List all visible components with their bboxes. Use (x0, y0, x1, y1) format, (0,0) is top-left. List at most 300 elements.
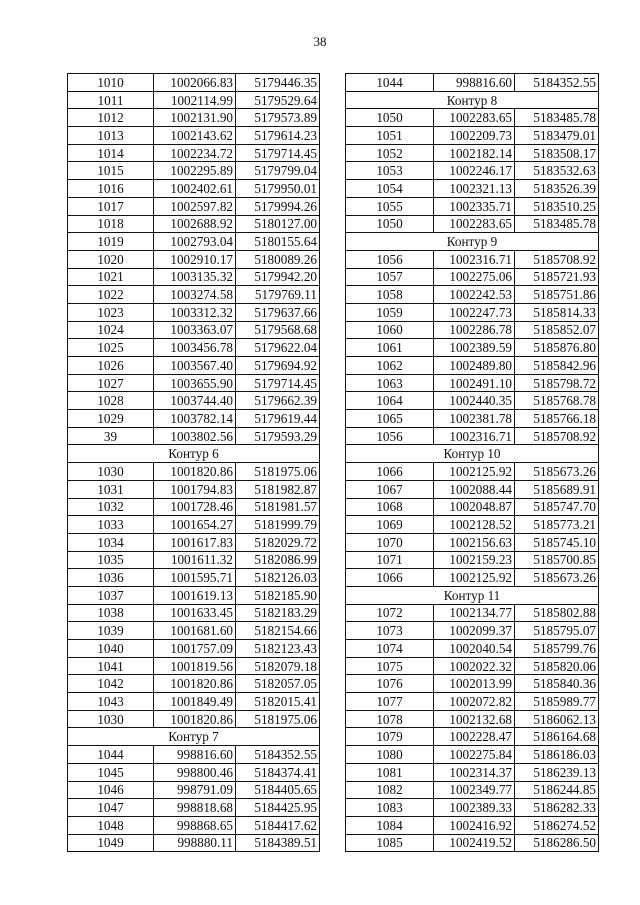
y-coordinate-cell: 5185673.26 (515, 569, 599, 587)
point-number-cell: 1060 (346, 321, 434, 339)
point-number-cell: 1074 (346, 640, 434, 658)
point-number-cell: 1023 (68, 303, 154, 321)
table-row (346, 109, 599, 127)
point-number-cell: 1017 (68, 197, 154, 215)
point-number-cell: 1079 (346, 728, 434, 746)
table-row (346, 816, 599, 834)
table-row (68, 533, 320, 551)
point-number-cell: 1076 (346, 675, 434, 693)
y-coordinate-cell: 5181982.87 (236, 480, 320, 498)
point-number-cell: 1054 (346, 180, 434, 198)
y-coordinate-cell: 5181999.79 (236, 516, 320, 534)
point-number-cell: 1068 (346, 498, 434, 516)
x-coordinate-cell: 1002389.33 (434, 799, 515, 817)
point-number-cell: 1081 (346, 763, 434, 781)
coordinates-table-left (67, 73, 320, 852)
table-row (346, 303, 599, 321)
contour-heading: Контур 6 (68, 445, 320, 463)
y-coordinate-cell: 5181975.06 (236, 710, 320, 728)
x-coordinate-cell: 1001757.09 (154, 640, 236, 658)
x-coordinate-cell: 1002125.92 (434, 463, 515, 481)
x-coordinate-cell: 1003744.40 (154, 392, 236, 410)
y-coordinate-cell: 5185840.36 (515, 675, 599, 693)
point-number-cell: 39 (68, 427, 154, 445)
point-number-cell: 1035 (68, 551, 154, 569)
table-row (346, 569, 599, 587)
point-number-cell: 1049 (68, 834, 154, 852)
y-coordinate-cell: 5185989.77 (515, 693, 599, 711)
y-coordinate-cell: 5185751.86 (515, 286, 599, 304)
y-coordinate-cell: 5186062.13 (515, 710, 599, 728)
table-row (346, 215, 599, 233)
point-number-cell: 1026 (68, 357, 154, 375)
point-number-cell: 1082 (346, 781, 434, 799)
y-coordinate-cell: 5184405.65 (236, 781, 320, 799)
x-coordinate-cell: 1001681.60 (154, 622, 236, 640)
x-coordinate-cell: 998816.60 (154, 746, 236, 764)
table-row (68, 834, 320, 852)
table-row (346, 427, 599, 445)
x-coordinate-cell: 1002491.10 (434, 374, 515, 392)
table-row (68, 233, 320, 251)
point-number-cell: 1032 (68, 498, 154, 516)
x-coordinate-cell: 1001728.46 (154, 498, 236, 516)
x-coordinate-cell: 1003363.07 (154, 321, 236, 339)
x-coordinate-cell: 1002440.35 (434, 392, 515, 410)
y-coordinate-cell: 5179950.01 (236, 180, 320, 198)
y-coordinate-cell: 5186274.52 (515, 816, 599, 834)
y-coordinate-cell: 5179662.39 (236, 392, 320, 410)
y-coordinate-cell: 5179622.04 (236, 339, 320, 357)
table-row (346, 321, 599, 339)
point-number-cell: 1085 (346, 834, 434, 852)
y-coordinate-cell: 5179694.92 (236, 357, 320, 375)
y-coordinate-cell: 5185852.07 (515, 321, 599, 339)
point-number-cell: 1027 (68, 374, 154, 392)
x-coordinate-cell: 1002132.68 (434, 710, 515, 728)
x-coordinate-cell: 1001654.27 (154, 516, 236, 534)
y-coordinate-cell: 5182126.03 (236, 569, 320, 587)
x-coordinate-cell: 1002316.71 (434, 427, 515, 445)
y-coordinate-cell: 5179593.29 (236, 427, 320, 445)
y-coordinate-cell: 5182086.99 (236, 551, 320, 569)
y-coordinate-cell: 5185842.96 (515, 357, 599, 375)
point-number-cell: 1015 (68, 162, 154, 180)
y-coordinate-cell: 5185798.72 (515, 374, 599, 392)
table-row (68, 657, 320, 675)
contour-heading: Контур 9 (346, 233, 599, 251)
x-coordinate-cell: 1003655.90 (154, 374, 236, 392)
y-coordinate-cell: 5185820.06 (515, 657, 599, 675)
y-coordinate-cell: 5184352.55 (515, 74, 599, 92)
table-row (346, 463, 599, 481)
point-number-cell: 1059 (346, 303, 434, 321)
point-number-cell: 1012 (68, 109, 154, 127)
point-number-cell: 1066 (346, 569, 434, 587)
x-coordinate-cell: 1002040.54 (434, 640, 515, 658)
y-coordinate-cell: 5182029.72 (236, 533, 320, 551)
y-coordinate-cell: 5182185.90 (236, 586, 320, 604)
x-coordinate-cell: 1002128.52 (434, 516, 515, 534)
point-number-cell: 1020 (68, 250, 154, 268)
y-coordinate-cell: 5185768.78 (515, 392, 599, 410)
contour-heading: Контур 11 (346, 586, 599, 604)
y-coordinate-cell: 5180155.64 (236, 233, 320, 251)
table-row (346, 533, 599, 551)
point-number-cell: 1072 (346, 604, 434, 622)
point-number-cell: 1070 (346, 533, 434, 551)
y-coordinate-cell: 5182183.29 (236, 604, 320, 622)
table-row (346, 675, 599, 693)
table-row (346, 144, 599, 162)
point-number-cell: 1025 (68, 339, 154, 357)
x-coordinate-cell: 1002910.17 (154, 250, 236, 268)
y-coordinate-cell: 5184417.62 (236, 816, 320, 834)
table-row (68, 622, 320, 640)
table-row (68, 763, 320, 781)
x-coordinate-cell: 1002283.65 (434, 109, 515, 127)
coordinates-table-left-body (68, 74, 320, 852)
point-number-cell: 1043 (68, 693, 154, 711)
point-number-cell: 1048 (68, 816, 154, 834)
point-number-cell: 1056 (346, 427, 434, 445)
point-number-cell: 1036 (68, 569, 154, 587)
table-row (68, 799, 320, 817)
y-coordinate-cell: 5185745.10 (515, 533, 599, 551)
table-row (68, 693, 320, 711)
table-row (346, 516, 599, 534)
x-coordinate-cell: 1002793.04 (154, 233, 236, 251)
table-row (346, 127, 599, 145)
table-row (346, 498, 599, 516)
x-coordinate-cell: 1003135.32 (154, 268, 236, 286)
x-coordinate-cell: 998791.09 (154, 781, 236, 799)
table-row (346, 197, 599, 215)
x-coordinate-cell: 1001794.83 (154, 480, 236, 498)
x-coordinate-cell: 1002381.78 (434, 410, 515, 428)
x-coordinate-cell: 1002597.82 (154, 197, 236, 215)
x-coordinate-cell: 1002134.77 (434, 604, 515, 622)
x-coordinate-cell: 1001633.45 (154, 604, 236, 622)
y-coordinate-cell: 5183508.17 (515, 144, 599, 162)
point-number-cell: 1011 (68, 91, 154, 109)
point-number-cell: 1022 (68, 286, 154, 304)
contour-heading: Контур 10 (346, 445, 599, 463)
point-number-cell: 1050 (346, 109, 434, 127)
x-coordinate-cell: 1003312.32 (154, 303, 236, 321)
table-row (346, 693, 599, 711)
point-number-cell: 1041 (68, 657, 154, 675)
point-number-cell: 1066 (346, 463, 434, 481)
x-coordinate-cell: 1002209.73 (434, 127, 515, 145)
x-coordinate-cell: 1002688.92 (154, 215, 236, 233)
y-coordinate-cell: 5182123.43 (236, 640, 320, 658)
y-coordinate-cell: 5183532.63 (515, 162, 599, 180)
point-number-cell: 1042 (68, 675, 154, 693)
table-row (346, 162, 599, 180)
y-coordinate-cell: 5186282.33 (515, 799, 599, 817)
x-coordinate-cell: 1003456.78 (154, 339, 236, 357)
x-coordinate-cell: 998868.65 (154, 816, 236, 834)
point-number-cell: 1024 (68, 321, 154, 339)
point-number-cell: 1050 (346, 215, 434, 233)
x-coordinate-cell: 1002125.92 (434, 569, 515, 587)
x-coordinate-cell: 998818.68 (154, 799, 236, 817)
table-row (346, 374, 599, 392)
point-number-cell: 1061 (346, 339, 434, 357)
x-coordinate-cell: 1003274.58 (154, 286, 236, 304)
contour-heading-row (68, 728, 320, 746)
x-coordinate-cell: 1003782.14 (154, 410, 236, 428)
table-row (68, 74, 320, 92)
y-coordinate-cell: 5186286.50 (515, 834, 599, 852)
table-row (68, 463, 320, 481)
x-coordinate-cell: 1002114.99 (154, 91, 236, 109)
point-number-cell: 1047 (68, 799, 154, 817)
y-coordinate-cell: 5185708.92 (515, 427, 599, 445)
point-number-cell: 1065 (346, 410, 434, 428)
point-number-cell: 1039 (68, 622, 154, 640)
y-coordinate-cell: 5184425.95 (236, 799, 320, 817)
x-coordinate-cell: 1002159.23 (434, 551, 515, 569)
x-coordinate-cell: 1001820.86 (154, 463, 236, 481)
x-coordinate-cell: 1002246.17 (434, 162, 515, 180)
table-row (68, 215, 320, 233)
x-coordinate-cell: 1002182.14 (434, 144, 515, 162)
y-coordinate-cell: 5180089.26 (236, 250, 320, 268)
point-number-cell: 1028 (68, 392, 154, 410)
x-coordinate-cell: 1001820.86 (154, 675, 236, 693)
point-number-cell: 1055 (346, 197, 434, 215)
y-coordinate-cell: 5185747.70 (515, 498, 599, 516)
y-coordinate-cell: 5184374.41 (236, 763, 320, 781)
x-coordinate-cell: 1002316.71 (434, 250, 515, 268)
point-number-cell: 1019 (68, 233, 154, 251)
x-coordinate-cell: 1002088.44 (434, 480, 515, 498)
point-number-cell: 1069 (346, 516, 434, 534)
x-coordinate-cell: 1001820.86 (154, 710, 236, 728)
table-row (68, 357, 320, 375)
x-coordinate-cell: 1002228.47 (434, 728, 515, 746)
table-row (68, 250, 320, 268)
y-coordinate-cell: 5179619.44 (236, 410, 320, 428)
contour-heading: Контур 8 (346, 91, 599, 109)
x-coordinate-cell: 1002143.62 (154, 127, 236, 145)
y-coordinate-cell: 5185673.26 (515, 463, 599, 481)
y-coordinate-cell: 5179637.66 (236, 303, 320, 321)
x-coordinate-cell: 998800.46 (154, 763, 236, 781)
x-coordinate-cell: 1001617.83 (154, 533, 236, 551)
y-coordinate-cell: 5183485.78 (515, 109, 599, 127)
table-row (68, 675, 320, 693)
table-row (68, 640, 320, 658)
table-row (346, 746, 599, 764)
point-number-cell: 1010 (68, 74, 154, 92)
table-row (68, 339, 320, 357)
x-coordinate-cell: 1002349.77 (434, 781, 515, 799)
contour-heading-row (346, 586, 599, 604)
table-row (68, 781, 320, 799)
y-coordinate-cell: 5179568.68 (236, 321, 320, 339)
point-number-cell: 1044 (346, 74, 434, 92)
point-number-cell: 1080 (346, 746, 434, 764)
contour-heading-row (68, 445, 320, 463)
point-number-cell: 1052 (346, 144, 434, 162)
table-row (346, 657, 599, 675)
y-coordinate-cell: 5179942.20 (236, 268, 320, 286)
table-row (68, 91, 320, 109)
point-number-cell: 1030 (68, 710, 154, 728)
table-row (346, 728, 599, 746)
y-coordinate-cell: 5179714.45 (236, 144, 320, 162)
point-number-cell: 1013 (68, 127, 154, 145)
x-coordinate-cell: 1003567.40 (154, 357, 236, 375)
y-coordinate-cell: 5185795.07 (515, 622, 599, 640)
contour-heading-row (346, 445, 599, 463)
x-coordinate-cell: 1002048.87 (434, 498, 515, 516)
table-row (346, 250, 599, 268)
table-row (68, 144, 320, 162)
x-coordinate-cell: 1003802.56 (154, 427, 236, 445)
table-row (68, 410, 320, 428)
point-number-cell: 1033 (68, 516, 154, 534)
table-row (68, 127, 320, 145)
table-row (346, 286, 599, 304)
x-coordinate-cell: 1002295.89 (154, 162, 236, 180)
table-row (68, 109, 320, 127)
table-row (68, 180, 320, 198)
point-number-cell: 1051 (346, 127, 434, 145)
point-number-cell: 1046 (68, 781, 154, 799)
table-row (346, 622, 599, 640)
y-coordinate-cell: 5179994.26 (236, 197, 320, 215)
x-coordinate-cell: 1002402.61 (154, 180, 236, 198)
point-number-cell: 1062 (346, 357, 434, 375)
table-row (68, 710, 320, 728)
y-coordinate-cell: 5186164.68 (515, 728, 599, 746)
table-row (68, 303, 320, 321)
y-coordinate-cell: 5185689.91 (515, 480, 599, 498)
y-coordinate-cell: 5186244.85 (515, 781, 599, 799)
x-coordinate-cell: 1002275.84 (434, 746, 515, 764)
table-row (68, 604, 320, 622)
table-row (346, 834, 599, 852)
x-coordinate-cell: 1001619.13 (154, 586, 236, 604)
table-row (346, 799, 599, 817)
y-coordinate-cell: 5179529.64 (236, 91, 320, 109)
table-row (68, 516, 320, 534)
x-coordinate-cell: 1001849.49 (154, 693, 236, 711)
table-row (346, 781, 599, 799)
point-number-cell: 1030 (68, 463, 154, 481)
table-row (68, 286, 320, 304)
x-coordinate-cell: 1002321.13 (434, 180, 515, 198)
table-row (346, 357, 599, 375)
table-row (346, 268, 599, 286)
x-coordinate-cell: 1002335.71 (434, 197, 515, 215)
table-row (68, 321, 320, 339)
table-row (68, 746, 320, 764)
table-row (68, 162, 320, 180)
x-coordinate-cell: 1002156.63 (434, 533, 515, 551)
point-number-cell: 1078 (346, 710, 434, 728)
page-number: 38 (313, 34, 327, 49)
x-coordinate-cell: 1001819.56 (154, 657, 236, 675)
x-coordinate-cell: 1002419.52 (434, 834, 515, 852)
point-number-cell: 1064 (346, 392, 434, 410)
point-number-cell: 1067 (346, 480, 434, 498)
y-coordinate-cell: 5179769.11 (236, 286, 320, 304)
y-coordinate-cell: 5185876.80 (515, 339, 599, 357)
table-row (68, 197, 320, 215)
y-coordinate-cell: 5182154.66 (236, 622, 320, 640)
x-coordinate-cell: 1002275.06 (434, 268, 515, 286)
x-coordinate-cell: 1002314.37 (434, 763, 515, 781)
point-number-cell: 1040 (68, 640, 154, 658)
x-coordinate-cell: 998880.11 (154, 834, 236, 852)
y-coordinate-cell: 5186239.13 (515, 763, 599, 781)
point-number-cell: 1031 (68, 480, 154, 498)
y-coordinate-cell: 5181981.57 (236, 498, 320, 516)
table-row (346, 392, 599, 410)
table-row (68, 498, 320, 516)
point-number-cell: 1056 (346, 250, 434, 268)
table-row (68, 480, 320, 498)
point-number-cell: 1014 (68, 144, 154, 162)
table-row (346, 640, 599, 658)
x-coordinate-cell: 1002066.83 (154, 74, 236, 92)
table-row (68, 569, 320, 587)
point-number-cell: 1016 (68, 180, 154, 198)
point-number-cell: 1029 (68, 410, 154, 428)
contour-heading: Контур 7 (68, 728, 320, 746)
y-coordinate-cell: 5185700.85 (515, 551, 599, 569)
point-number-cell: 1071 (346, 551, 434, 569)
contour-heading-row (346, 233, 599, 251)
table-row (68, 586, 320, 604)
y-coordinate-cell: 5183510.25 (515, 197, 599, 215)
y-coordinate-cell: 5185708.92 (515, 250, 599, 268)
table-row (346, 763, 599, 781)
point-number-cell: 1084 (346, 816, 434, 834)
y-coordinate-cell: 5184389.51 (236, 834, 320, 852)
table-row (68, 268, 320, 286)
y-coordinate-cell: 5184352.55 (236, 746, 320, 764)
x-coordinate-cell: 1002283.65 (434, 215, 515, 233)
x-coordinate-cell: 1001611.32 (154, 551, 236, 569)
x-coordinate-cell: 1002072.82 (434, 693, 515, 711)
y-coordinate-cell: 5182015.41 (236, 693, 320, 711)
x-coordinate-cell: 998816.60 (434, 74, 515, 92)
table-row (68, 551, 320, 569)
table-row (346, 551, 599, 569)
point-number-cell: 1053 (346, 162, 434, 180)
y-coordinate-cell: 5185799.76 (515, 640, 599, 658)
table-row (346, 604, 599, 622)
y-coordinate-cell: 5185773.21 (515, 516, 599, 534)
coordinates-table-right (345, 73, 599, 852)
table-row (68, 374, 320, 392)
point-number-cell: 1018 (68, 215, 154, 233)
point-number-cell: 1021 (68, 268, 154, 286)
y-coordinate-cell: 5185766.18 (515, 410, 599, 428)
table-row (346, 410, 599, 428)
x-coordinate-cell: 1002013.99 (434, 675, 515, 693)
x-coordinate-cell: 1002247.73 (434, 303, 515, 321)
x-coordinate-cell: 1002131.90 (154, 109, 236, 127)
y-coordinate-cell: 5182079.18 (236, 657, 320, 675)
point-number-cell: 1038 (68, 604, 154, 622)
